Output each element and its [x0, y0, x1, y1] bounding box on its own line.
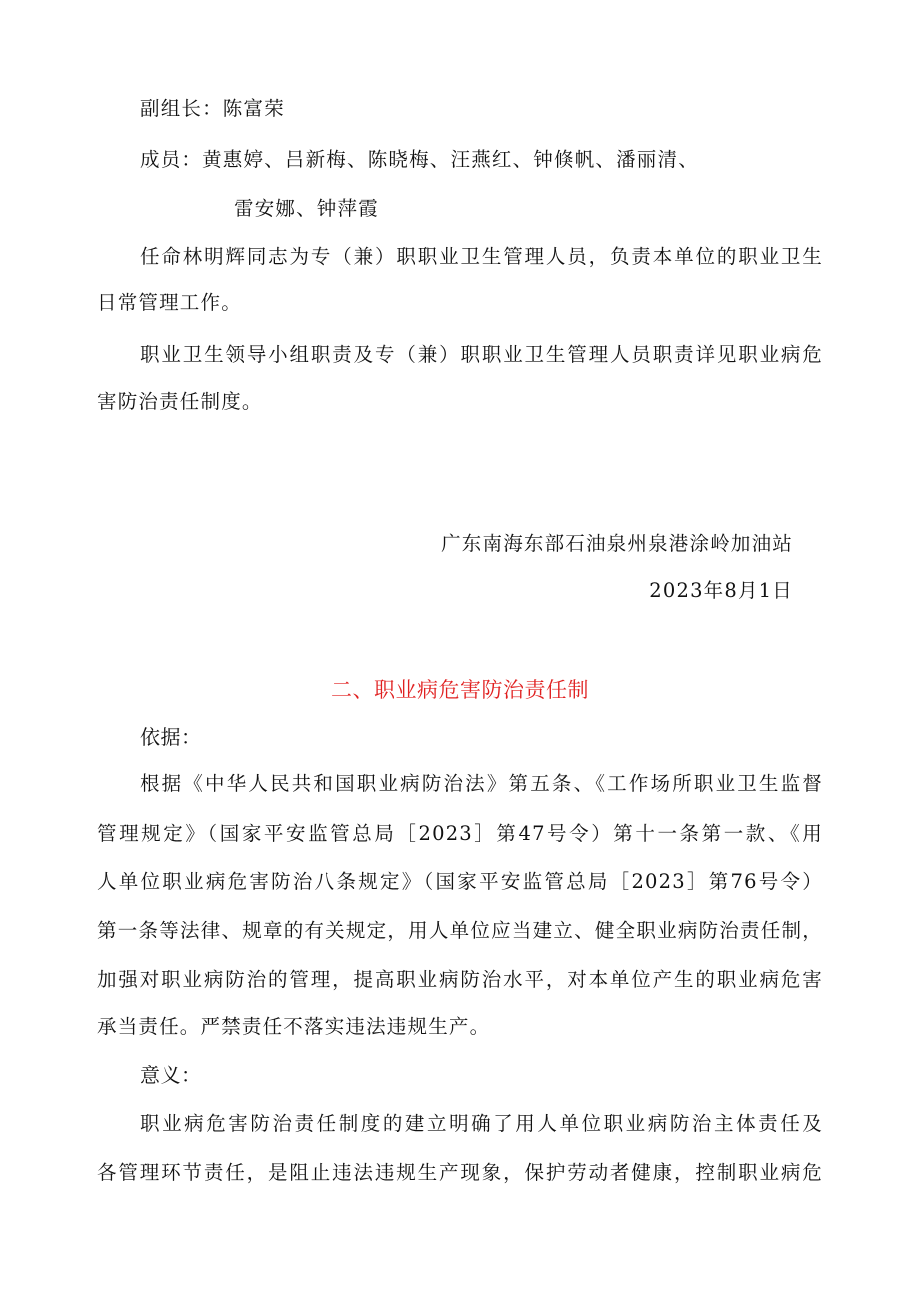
basis-line-6: 承当责任。严禁责任不落实违法违规生产。 [97, 1015, 491, 1038]
section-two-title: 二、职业病危害防治责任制 [331, 678, 589, 702]
duties-note-line-1: 职业卫生领导小组职责及专（兼）职职业卫生管理人员职责详见职业病危 [140, 343, 823, 366]
appointment-line-1: 任命林明辉同志为专（兼）职职业卫生管理人员，负责本单位的职业卫生 [140, 245, 823, 268]
basis-line-2: 管理规定》（国家平安监管总局［2023］第47号令）第十一条第一款、《用 [97, 822, 823, 845]
appointment-line-2: 日常管理工作。 [97, 291, 242, 314]
deputy-leader-line: 副组长：陈富荣 [140, 97, 285, 120]
signature-organization: 广东南海东部石油泉州泉港涂岭加油站 [441, 532, 793, 555]
basis-line-3: 人单位职业病危害防治八条规定》（国家平安监管总局［2023］第76号令） [97, 870, 823, 893]
meaning-heading: 意义： [140, 1063, 202, 1087]
members-line-1: 成员：黄惠婷、吕新梅、陈晓梅、汪燕红、钟倏帆、潘丽清、 [140, 148, 699, 171]
basis-heading: 依据： [140, 725, 202, 749]
duties-note-line-2: 害防治责任制度。 [97, 390, 263, 413]
basis-line-4: 第一条等法律、规章的有关规定，用人单位应当建立、健全职业病防治责任制， [97, 919, 823, 942]
meaning-line-1: 职业病危害防治责任制度的建立明确了用人单位职业病防治主体责任及 [140, 1112, 823, 1135]
basis-line-5: 加强对职业病防治的管理，提高职业病防治水平，对本单位产生的职业病危害 [97, 968, 823, 991]
signature-date: 2023年8月1日 [649, 579, 793, 602]
basis-line-1: 根据《中华人民共和国职业病防治法》第五条、《工作场所职业卫生监督 [140, 772, 823, 795]
members-line-2: 雷安娜、钟萍霞 [234, 197, 379, 220]
meaning-line-2: 各管理环节责任，是阻止违法违规生产现象，保护劳动者健康，控制职业病危 [97, 1161, 823, 1184]
